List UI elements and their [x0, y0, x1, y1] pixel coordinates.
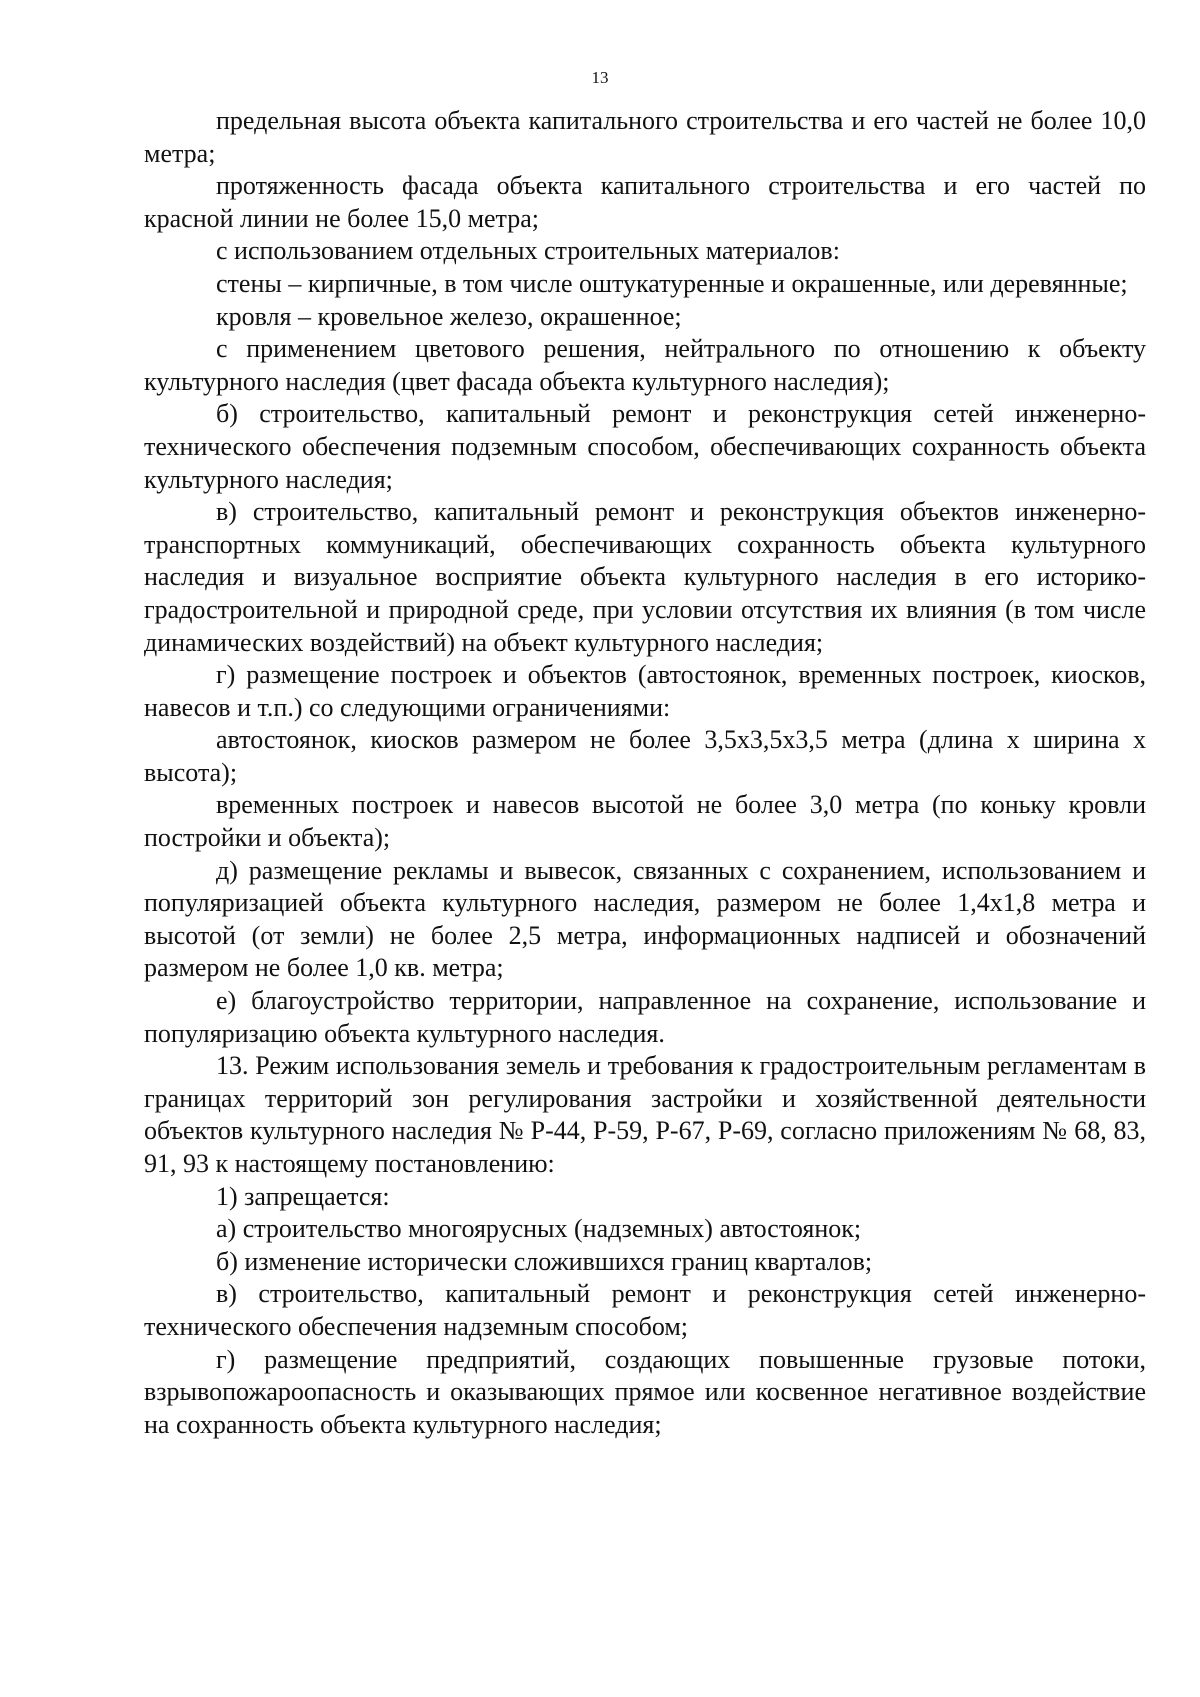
page-number: 13	[591, 68, 609, 87]
document-body	[144, 105, 1146, 1441]
paragraph: стены – кирпичные, в том числе оштукатуренные и окрашенные, или деревянные;	[216, 268, 1128, 298]
paragraph: 1) запрещается:	[216, 1181, 390, 1211]
paragraph: б) изменение исторически сложившихся границ кварталов;	[216, 1246, 873, 1276]
paragraph: б) строительство, капитальный ремонт и реконструкция сетей инженерно-технического обеспечения подземным способом, обеспечивающих сохранность объекта культурного наследия;	[144, 399, 1146, 494]
paragraph: протяженность фасада объекта капитального строительства и его частей по красной линии не более 15,0 метра;	[144, 171, 1146, 233]
paragraph: с использованием отдельных строительных материалов:	[216, 236, 840, 266]
paragraph: с применением цветового решения, нейтрального по отношению к объекту культурного наследия (цвет фасада объекта культурного наследия);	[144, 334, 1146, 396]
paragraph: кровля – кровельное железо, окрашенное;	[216, 301, 682, 331]
paragraph: г) размещение построек и объектов (автостоянок, временных построек, киосков, навесов и т.п.) со следующими ограничениями:	[144, 660, 1146, 722]
paragraph: автостоянок, киосков размером не более 3,5х3,5х3,5 метра (длина х ширина х высота);	[144, 725, 1146, 787]
paragraph: временных построек и навесов высотой не более 3,0 метра (по коньку кровли постройки и объекта);	[144, 790, 1146, 853]
paragraph: в) строительство, капитальный ремонт и реконструкция сетей инженерно-технического обеспечения надземным способом;	[144, 1279, 1146, 1341]
paragraph: е) благоустройство территории, направленное на сохранение, использование и популяризацию объекта культурного наследия.	[144, 986, 1146, 1048]
paragraph: предельная высота объекта капитального строительства и его частей не более 10,0 метра;	[144, 106, 1146, 168]
paragraph: а) строительство многоярусных (надземных) автостоянок;	[216, 1214, 862, 1244]
paragraph: в) строительство, капитальный ремонт и реконструкция объектов инженерно-транспортных коммуникаций, обеспечивающих сохранность объекта культурного наследия и визуальное восприятие объекта культурного наследия в его историко-градостроительной и природной среде, при условии отсутствия их влияния (в том числе динамических воздействий) на объект культурного наследия;	[144, 497, 1146, 657]
paragraph: г) размещение предприятий, создающих повышенные грузовые потоки, взрывопожароопасность и оказывающих прямое или косвенное негативное воздействие на сохранность объекта культурного наследия;	[144, 1344, 1146, 1439]
paragraph: д) размещение рекламы и вывесок, связанных с сохранением, использованием и популяризацией объекта культурного наследия, размером не более 1,4х1,8 метра и высотой (от земли) не более 2,5 метра, информационных надписей и обозначений размером не более 1,0 кв. метра;	[144, 855, 1146, 983]
paragraph: 13. Режим использования земель и требования к градостроительным регламентам в границах территорий зон регулирования застройки и хозяйственной деятельности объектов культурного наследия № Р-44, Р-59, Р-67, Р-69, согласно приложениям № 68, 83, 91, 93 к настоящему постановлению:	[144, 1051, 1146, 1178]
